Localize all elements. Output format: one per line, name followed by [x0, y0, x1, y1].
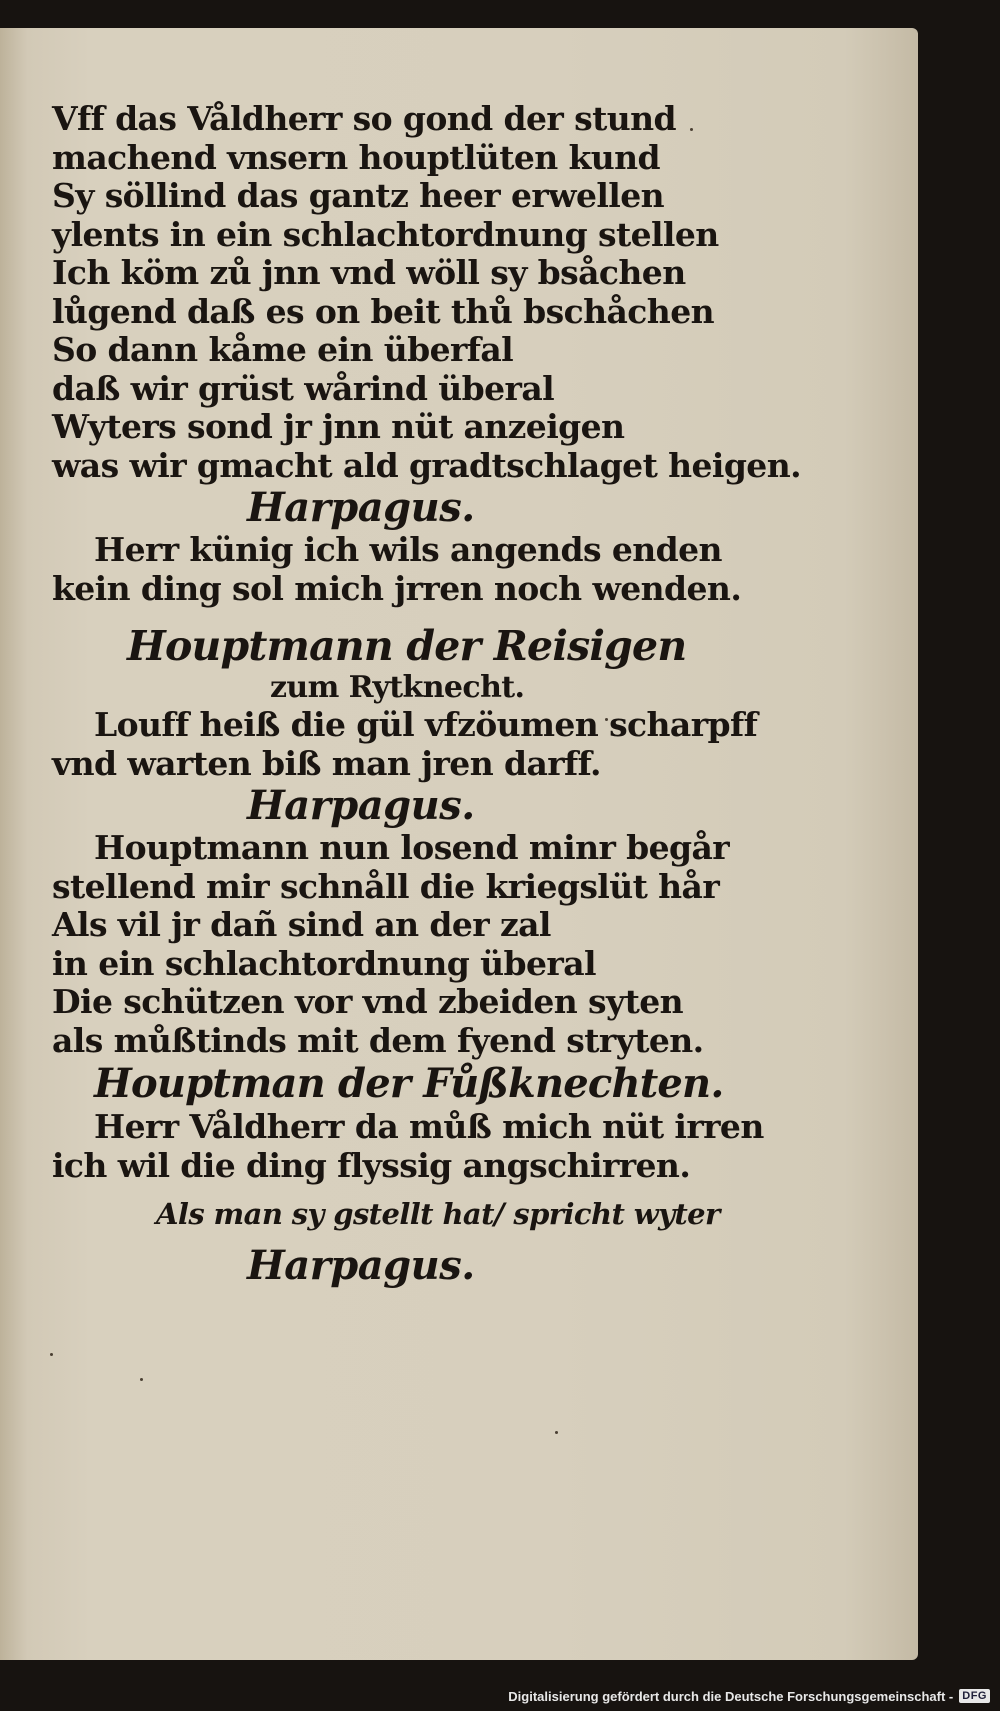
- digitization-footer: [508, 1683, 990, 1709]
- ink-speck: [555, 1431, 558, 1434]
- verse-line: Sy söllind das gantz heer erwellen: [52, 176, 664, 215]
- speaker-heading: Harpagus.: [247, 782, 475, 829]
- stage-direction: Als man sy gstellt hat/ spricht wyter: [156, 1197, 720, 1231]
- verse-line: machend vnsern houptlüten kund: [52, 137, 661, 177]
- verse-text: [52, 99, 801, 1289]
- verse-line: Houptmann nun losend minr begår: [94, 828, 730, 867]
- verse-line: Ich köm zů jnn vnd wöll sy bsåchen: [52, 253, 686, 292]
- verse-line: kein ding sol mich jrren noch wenden.: [52, 568, 742, 608]
- verse-line: lůgend daß es on beit thů bschåchen: [52, 291, 714, 331]
- verse-line: Als vil jr dañ sind an der zal: [52, 905, 551, 944]
- verse-line: Die schützen vor vnd zbeiden syten: [52, 982, 684, 1021]
- ink-speck: [140, 1378, 143, 1381]
- verse-line: Herr Våldherr da můß mich nüt irren: [94, 1107, 764, 1146]
- speaker-heading: Houptman der Fůßknechten.: [94, 1060, 724, 1107]
- verse-line: Herr künig ich wils angends enden: [94, 530, 722, 569]
- verse-line: ylents in ein schlachtordnung stellen: [52, 214, 719, 254]
- speaker-heading: Houptmann der Reisigen: [127, 622, 687, 670]
- ink-speck: [50, 1353, 53, 1356]
- verse-line: stellend mir schnåll die kriegslüt hår: [52, 866, 720, 906]
- verse-line: daß wir grüst wårind überal: [52, 368, 555, 408]
- verse-line: Wyters sond jr jnn nüt anzeigen: [52, 407, 625, 446]
- speaker-subheading: zum Rytknecht.: [270, 670, 525, 705]
- verse-line: vnd warten biß man jren darff.: [52, 743, 601, 783]
- verse-line: ich wil die ding flyssig angschirren.: [52, 1145, 691, 1185]
- verse-line: Vff das Våldherr so gond der stund: [52, 99, 676, 138]
- dfg-logo: DFG: [959, 1689, 990, 1703]
- verse-line: als můßtinds mit dem fyend stryten.: [52, 1020, 704, 1060]
- verse-line: So dann kåme ein überfal: [52, 330, 514, 369]
- verse-line: in ein schlachtordnung überal: [52, 943, 596, 983]
- speaker-heading: Harpagus.: [247, 1242, 475, 1289]
- verse-line: was wir gmacht ald gradtschlaget heigen.: [52, 445, 801, 485]
- verse-line: Louff heiß die gül vfzöumen scharpff: [94, 705, 758, 744]
- footer-text: Digitalisierung gefördert durch die Deutsche Forschungsgemeinschaft -: [508, 1688, 954, 1704]
- speaker-heading: Harpagus.: [247, 484, 475, 531]
